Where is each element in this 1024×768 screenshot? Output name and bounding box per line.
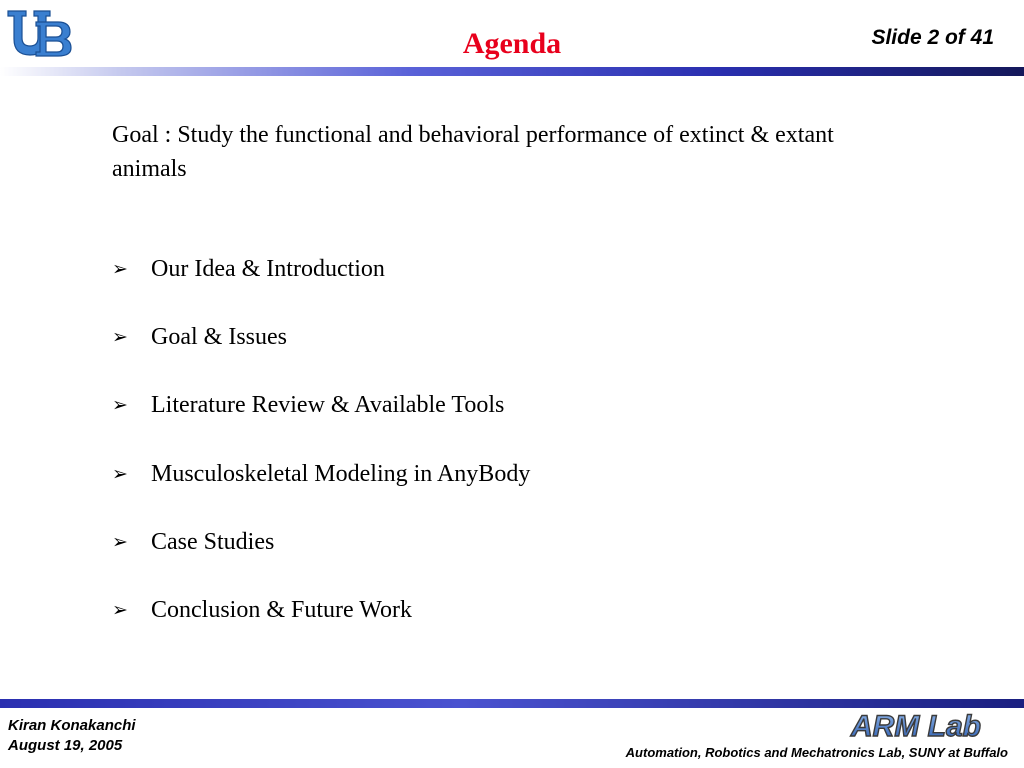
author-name: Kiran Konakanchi [8, 717, 136, 734]
agenda-item-label: Literature Review & Available Tools [151, 392, 505, 419]
arrow-bullet-icon: ➢ [112, 598, 128, 621]
svg-text:ARM Lab: ARM Lab [851, 710, 981, 743]
agenda-item [112, 252, 530, 320]
arrow-bullet-icon: ➢ [112, 394, 128, 417]
arm-lab-logo [845, 706, 1005, 746]
agenda-item-label: Musculoskeletal Modeling in AnyBody [151, 460, 531, 487]
arrow-bullet-icon: ➢ [112, 462, 128, 485]
agenda-item [112, 457, 530, 525]
arrow-bullet-icon: ➢ [112, 530, 128, 553]
presentation-date: August 19, 2005 [8, 737, 123, 754]
header-divider [0, 67, 1024, 76]
footer-author-block [8, 716, 136, 756]
lab-name: Automation, Robotics and Mechatronics Lab, SUNY at Buffalo [625, 745, 1008, 760]
slide-number: Slide 2 of 41 [871, 26, 994, 49]
agenda-item [112, 320, 530, 388]
agenda-item-label: Conclusion & Future Work [151, 596, 412, 623]
agenda-item [112, 525, 530, 593]
arrow-bullet-icon: ➢ [112, 326, 128, 349]
agenda-item-label: Case Studies [151, 528, 275, 555]
goal-statement: Goal : Study the functional and behavioral performance of extinct & extant animals [112, 122, 834, 182]
agenda-item [112, 388, 530, 456]
agenda-list [112, 252, 530, 661]
agenda-item-label: Our Idea & Introduction [151, 256, 385, 282]
agenda-item [112, 593, 530, 661]
arrow-bullet-icon: ➢ [112, 258, 128, 280]
slide-title: Agenda [462, 27, 562, 60]
agenda-item-label: Goal & Issues [151, 324, 287, 351]
